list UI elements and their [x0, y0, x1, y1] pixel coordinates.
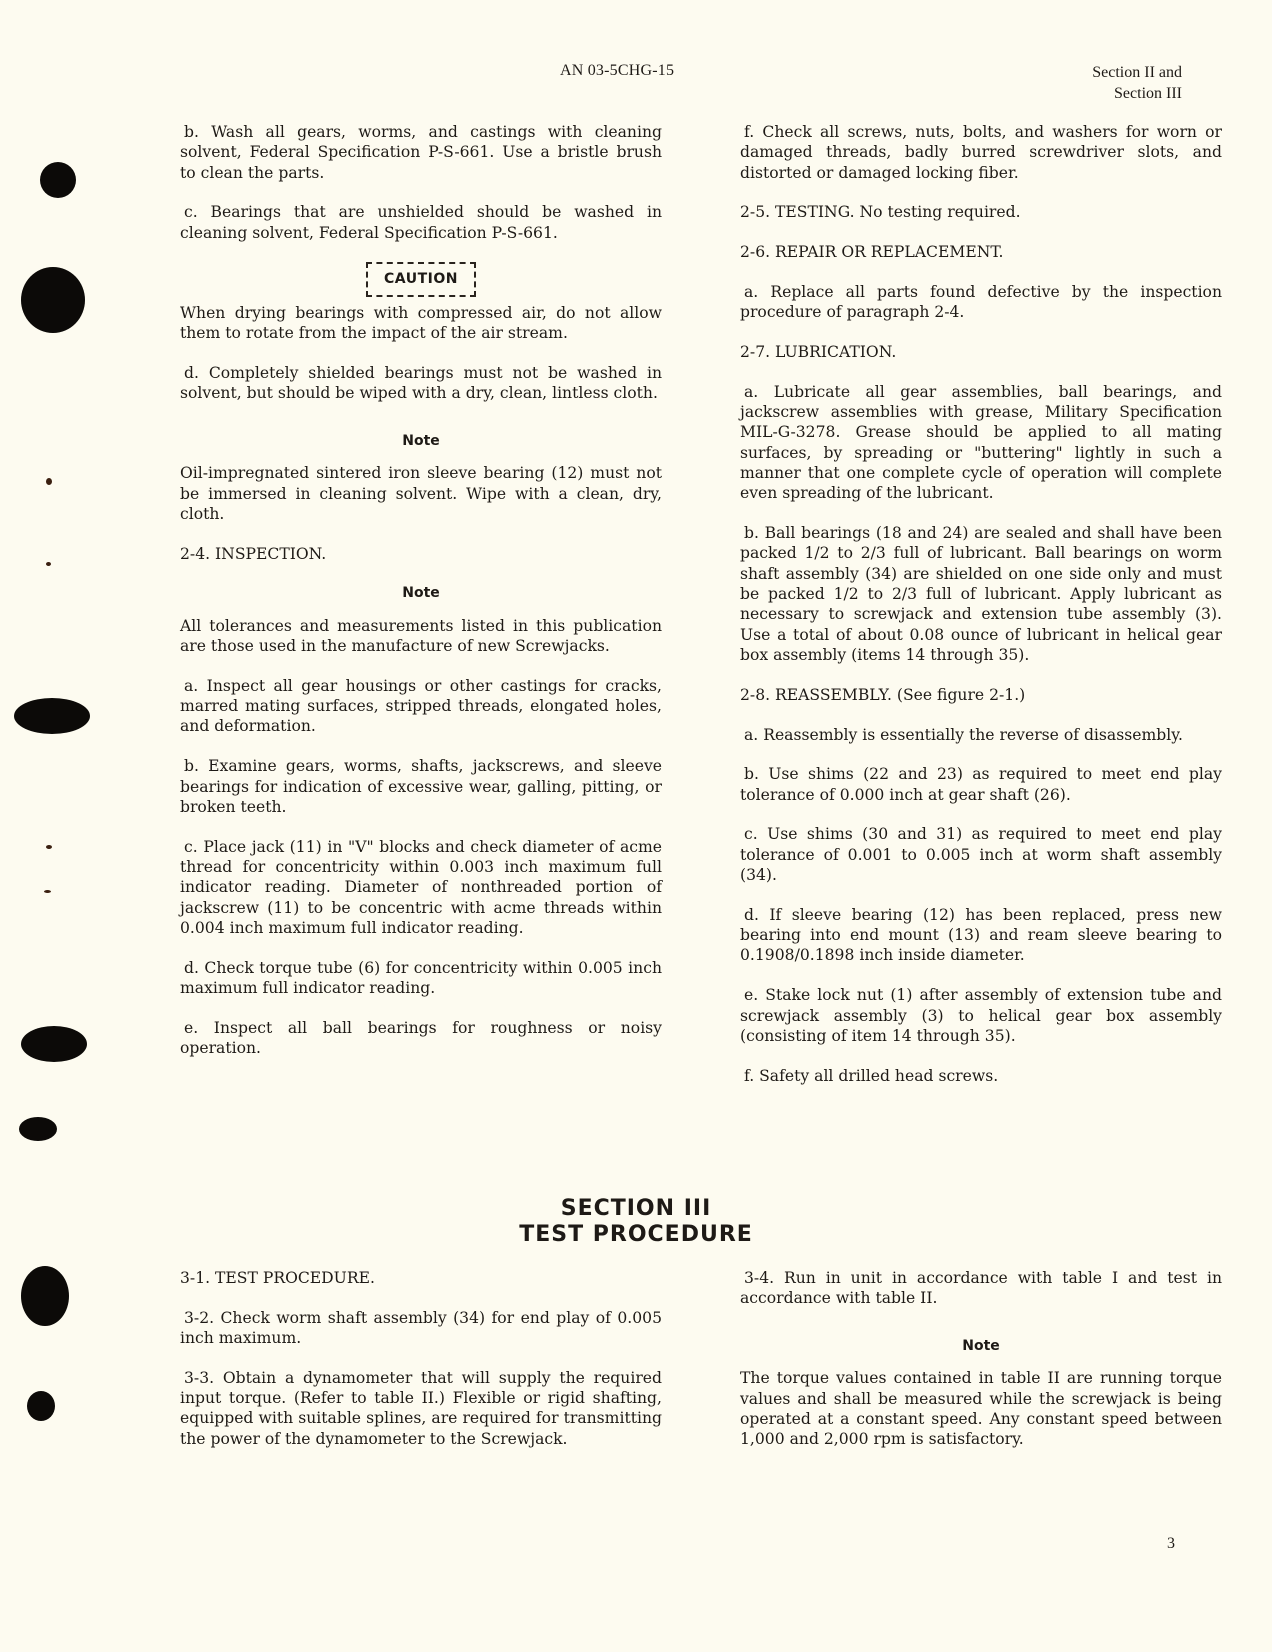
document-number: AN 03-5CHG-15 [560, 62, 675, 79]
paragraph-3-3: 3-3. Obtain a dynamometer that will supply the required input torque. (Refer to table II.) Flexible or rigid shafting, equipped with suitable splines, are required for transmitting the power of the dynamometer to the Screwjack. [180, 1368, 662, 1448]
punch-hole [19, 1117, 57, 1141]
heading-reassembly: 2-8. REASSEMBLY. (See figure 2-1.) [740, 685, 1026, 704]
paragraph-inspection-e: e. Inspect all ball bearings for roughness or noisy operation. [180, 1018, 662, 1057]
page-number: 3 [1167, 1535, 1175, 1552]
paragraph-inspection-b: b. Examine gears, worms, shafts, jackscrews, and sleeve bearings for indication of excessive wear, galling, pitting, or broken teeth. [180, 757, 662, 816]
section-header-line1: Section II and [1092, 64, 1182, 81]
caution-label: CAUTION [366, 262, 476, 296]
note-label: Note [962, 1338, 1000, 1355]
scan-speck [46, 562, 51, 566]
heading-lubrication: 2-7. LUBRICATION. [740, 343, 897, 362]
section-title-line1: SECTION III [560, 1196, 712, 1221]
heading-inspection: 2-4. INSPECTION. [180, 544, 327, 563]
punch-hole [14, 698, 90, 734]
paragraph-clean-b: b. Wash all gears, worms, and castings with cleaning solvent, Federal Specification P-S-661. Use a bristle brush to clean the parts. [180, 123, 662, 182]
paragraph-reassembly-e: e. Stake lock nut (1) after assembly of extension tube and screwjack assembly (3) to helical gear box assembly (consisting of item 14 through 35). [740, 986, 1222, 1045]
paragraph-inspection-f: f. Check all screws, nuts, bolts, and washers for worn or damaged threads, badly burred screwdriver slots, and distorted or damaged locking fiber. [740, 123, 1222, 182]
paragraph-repair-a: a. Replace all parts found defective by the inspection procedure of paragraph 2-4. [740, 282, 1222, 322]
paragraph-3-2: 3-2. Check worm shaft assembly (34) for end play of 0.005 inch maximum. [180, 1308, 662, 1348]
punch-hole [40, 162, 76, 198]
section-title-line2: TEST PROCEDURE [519, 1222, 753, 1247]
punch-hole [21, 267, 85, 333]
paragraph-inspection-c: c. Place jack (11) in "V" blocks and check diameter of acme thread for concentricity within 0.003 inch maximum full indicator reading. Diameter of nonthreaded portion of jackscrew (11) to be concentric with acme threads within 0.004 inch maximum full indicator reading. [180, 837, 662, 937]
punch-hole [21, 1026, 87, 1062]
heading-repair: 2-6. REPAIR OR REPLACEMENT. [740, 243, 1004, 262]
note-label: Note [402, 432, 440, 449]
paragraph-clean-c: c. Bearings that are unshielded should be washed in cleaning solvent, Federal Specification P-S-661. [180, 203, 662, 242]
right-column [740, 122, 1222, 1105]
section-header-line2: Section III [1114, 85, 1182, 102]
scan-speck [46, 478, 52, 485]
paragraph-reassembly-a: a. Reassembly is essentially the reverse of disassembly. [744, 725, 1183, 744]
section3-right-column [740, 1268, 1222, 1469]
punch-hole [21, 1266, 69, 1326]
heading-test-procedure: 3-1. TEST PROCEDURE. [180, 1269, 375, 1287]
paragraph-3-4: 3-4. Run in unit in accordance with table I and test in accordance with table II. [740, 1269, 1222, 1308]
note-text: All tolerances and measurements listed in this publication are those used in the manufacture of new Screwjacks. [180, 616, 662, 656]
note-text: Oil-impregnated sintered iron sleeve bearing (12) must not be immersed in cleaning solvent. Wipe with a clean, dry, cloth. [180, 464, 662, 523]
scan-speck [46, 845, 52, 849]
section-title [0, 1196, 1272, 1248]
section-header [1092, 62, 1182, 104]
note-label: Note [402, 585, 440, 602]
paragraph-inspection-a: a. Inspect all gear housings or other castings for cracks, marred mating surfaces, stripped threads, elongated holes, and deformation. [180, 676, 662, 736]
paragraph-reassembly-b: b. Use shims (22 and 23) as required to meet end play tolerance of 0.000 inch at gear shaft (26). [740, 765, 1222, 804]
paragraph-reassembly-f: f. Safety all drilled head screws. [744, 1066, 999, 1085]
paragraph-lubrication-b: b. Ball bearings (18 and 24) are sealed and shall have been packed 1/2 to 2/3 full of lubricant. Ball bearings on worm shaft assembly (34) are shielded on one side only and must be packed 1/2 to 2/3 full of lubricant. Apply lubricant as necessary to screwjack and extension tube assembly (3). Use a total of about 0.08 ounce of lubricant in helical gear box assembly (items 14 through 35). [740, 524, 1222, 664]
note-text: The torque values contained in table II are running torque values and shall be measured while the screwjack is being operated at a constant speed. Any constant speed between 1,000 and 2,000 rpm is satisfactory. [740, 1369, 1222, 1449]
caution-box [180, 262, 662, 296]
paragraph-clean-d: d. Completely shielded bearings must not be washed in solvent, but should be wiped with a dry, clean, lintless cloth. [180, 363, 662, 403]
section3-left-column [180, 1268, 662, 1469]
paragraph-inspection-d: d. Check torque tube (6) for concentricity within 0.005 inch maximum full indicator reading. [180, 958, 662, 997]
paragraph-lubrication-a: a. Lubricate all gear assemblies, ball bearings, and jackscrew assemblies with grease, Military Specification MIL-G-3278. Grease should be applied to all mating surfaces, by spreading or "buttering" lightly in such a manner that one complete cycle of operation will complete even spreading of the lubricant. [740, 382, 1222, 503]
caution-text: When drying bearings with compressed air, do not allow them to rotate from the impact of the air stream. [180, 303, 662, 343]
left-column [180, 122, 662, 1078]
heading-testing: 2-5. TESTING. No testing required. [740, 203, 1021, 222]
punch-hole [27, 1391, 55, 1421]
paragraph-reassembly-c: c. Use shims (30 and 31) as required to meet end play tolerance of 0.001 to 0.005 inch at worm shaft assembly (34). [740, 825, 1222, 885]
paragraph-reassembly-d: d. If sleeve bearing (12) has been replaced, press new bearing into end mount (13) and ream sleeve bearing to 0.1908/0.1898 inch inside diameter. [740, 905, 1222, 965]
scan-speck [44, 890, 51, 893]
